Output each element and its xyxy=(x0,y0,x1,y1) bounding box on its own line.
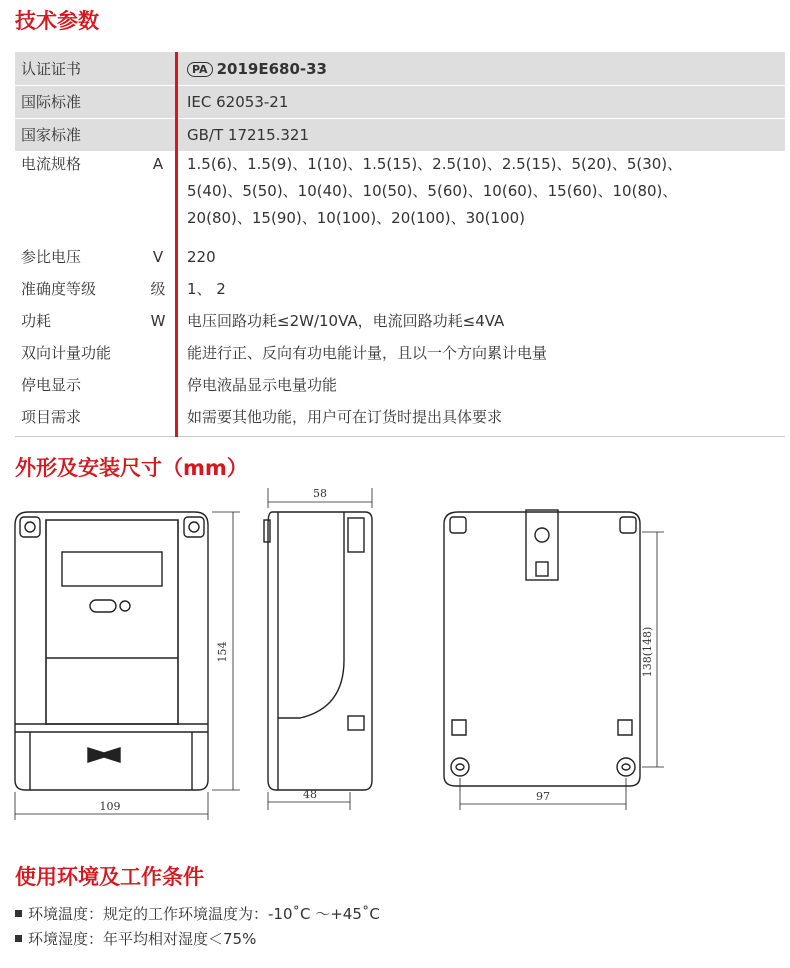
condition-list xyxy=(15,902,380,952)
spec-row xyxy=(15,240,785,272)
spec-row xyxy=(15,52,785,86)
spec-row xyxy=(15,368,785,400)
current-spec-line: 1.5(6)、1.5(9)、1(10)、1.5(15)、2.5(10)、2.5(15)、5(20)、5(30)、 xyxy=(187,155,683,173)
spec-unit xyxy=(141,368,177,400)
spec-unit xyxy=(141,52,177,86)
pa-certification-icon: PA xyxy=(187,62,213,77)
spec-label: 停电显示 xyxy=(21,376,82,394)
spec-label: 准确度等级 xyxy=(21,280,97,298)
spec-unit: 级 xyxy=(150,280,166,298)
spec-unit xyxy=(141,86,177,119)
spec-row xyxy=(15,119,785,152)
spec-unit xyxy=(141,400,177,437)
spec-label: 功耗 xyxy=(21,312,52,330)
spec-label: 电流规格 xyxy=(21,155,82,173)
environment-section-title: 使用环境及工作条件 xyxy=(15,865,204,889)
spec-row xyxy=(15,272,785,304)
current-spec-line: 5(40)、5(50)、10(40)、10(50)、5(60)、10(60)、15(60)、10(80)、 xyxy=(187,182,678,200)
condition-text: 环境温度：规定的工作环境温度为：-10˚C ～+45˚C xyxy=(28,905,380,923)
spec-label: 认证证书 xyxy=(15,52,141,86)
current-spec-line: 20(80)、15(90)、10(100)、20(100)、30(100) xyxy=(187,209,526,227)
back-width-label: 97 xyxy=(536,790,550,803)
spec-table xyxy=(15,52,785,437)
spec-label: 项目需求 xyxy=(15,400,141,437)
back-view-drawing xyxy=(444,510,664,810)
side-depth-bottom-label: 48 xyxy=(303,788,317,801)
spec-value: 停电液晶显示电量功能 xyxy=(177,368,786,400)
spec-label: 参比电压 xyxy=(21,248,82,266)
side-view-drawing xyxy=(264,488,372,810)
spec-label: 国家标准 xyxy=(15,119,141,152)
bullet-icon xyxy=(15,935,22,942)
spec-row xyxy=(15,86,785,119)
spec-section-title: 技术参数 xyxy=(15,9,99,33)
spec-value: 电压回路功耗≤2W/10VA，电流回路功耗≤4VA xyxy=(177,304,786,336)
spec-unit xyxy=(141,336,177,368)
dimension-drawings xyxy=(0,480,790,820)
spec-value: 如需要其他功能，用户可在订货时提出具体要求 xyxy=(177,400,786,437)
spec-value xyxy=(177,52,786,86)
spec-value: 220 xyxy=(177,240,786,272)
spec-label: 国际标准 xyxy=(15,86,141,119)
spec-label: 双向计量功能 xyxy=(21,344,112,362)
back-height-label: 138(148) xyxy=(641,626,654,678)
front-width-label: 109 xyxy=(99,800,121,813)
spec-row xyxy=(15,151,785,240)
spec-row xyxy=(15,400,785,437)
spec-row xyxy=(15,304,785,336)
spec-value: 1、 2 xyxy=(177,272,786,304)
spec-row xyxy=(15,336,785,368)
front-height-label: 154 xyxy=(216,641,229,663)
spec-value xyxy=(177,151,786,240)
spec-unit: W xyxy=(150,312,166,330)
dimension-section-title: 外形及安装尺寸（mm） xyxy=(15,456,248,480)
front-view-drawing xyxy=(15,512,240,820)
bullet-icon xyxy=(15,910,22,917)
list-item xyxy=(15,927,380,952)
condition-text: 环境湿度：年平均相对湿度＜75% xyxy=(28,930,257,948)
spec-value: IEC 62053-21 xyxy=(177,86,786,119)
cert-number: 2019E680-33 xyxy=(216,60,327,78)
list-item xyxy=(15,902,380,927)
spec-unit: V xyxy=(152,248,164,266)
spec-unit xyxy=(141,119,177,152)
side-depth-top-label: 58 xyxy=(313,487,327,500)
spec-value: GB/T 17215.321 xyxy=(177,119,786,152)
spec-value: 能进行正、反向有功电能计量，且以一个方向累计电量 xyxy=(177,336,786,368)
spec-unit: A xyxy=(152,155,164,173)
